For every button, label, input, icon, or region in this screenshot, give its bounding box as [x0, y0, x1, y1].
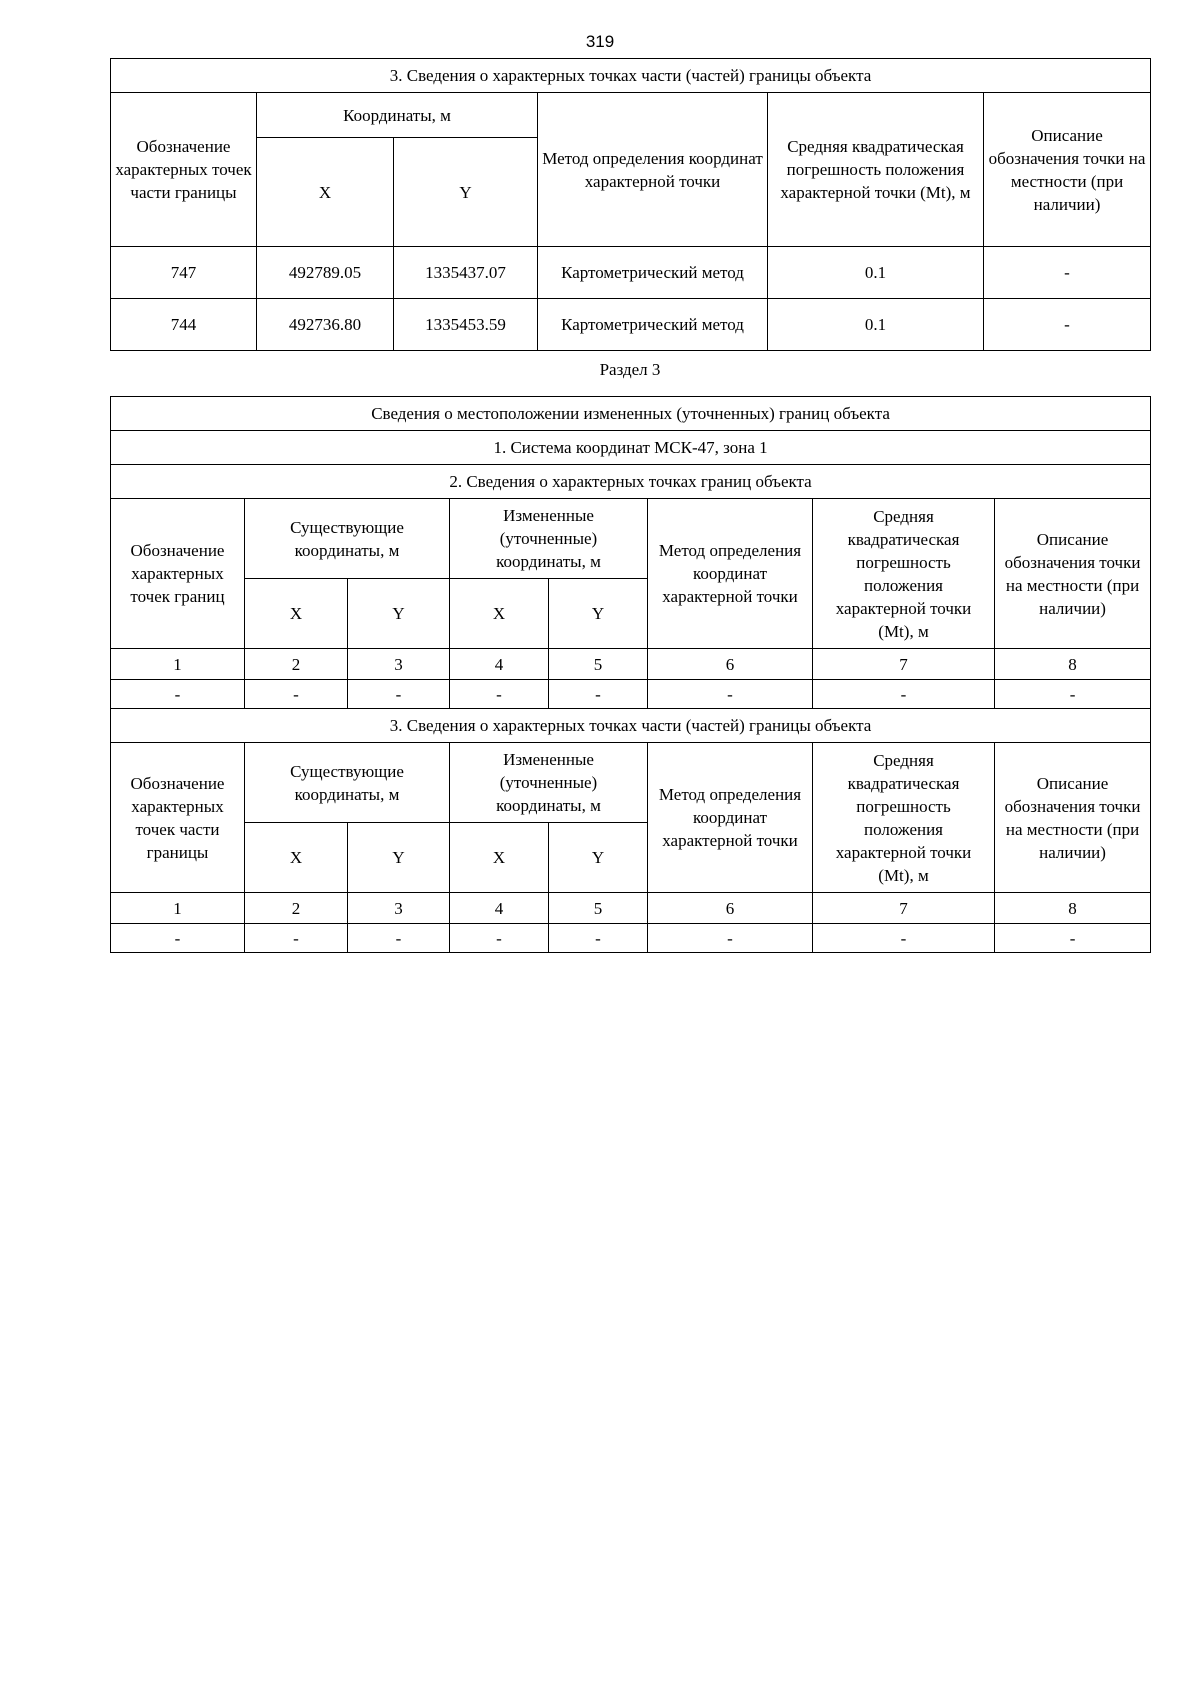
cell-y: 1335453.59 — [394, 299, 538, 351]
column-number: 1 — [111, 893, 245, 924]
column-number: 6 — [648, 649, 813, 680]
empty-cell: - — [450, 924, 549, 953]
column-number: 6 — [648, 893, 813, 924]
table-row — [111, 247, 1151, 299]
header-method: Метод определения координат характерной точки — [648, 743, 813, 893]
table-title: Сведения о местоположении измененных (уточненных) границ объекта — [111, 397, 1151, 431]
column-number: 5 — [549, 893, 648, 924]
cell-point: 747 — [111, 247, 257, 299]
empty-cell: - — [245, 680, 348, 709]
column-number: 7 — [813, 649, 995, 680]
header-x: X — [245, 579, 348, 649]
page-number: 319 — [585, 32, 615, 51]
empty-cell: - — [648, 680, 813, 709]
header-error: Средняя квадратическая погрешность положения характерной точки (Mt), м — [813, 499, 995, 649]
header-designation: Обозначение характерных точек части границы — [111, 743, 245, 893]
table-title: 3. Сведения о характерных точках части (частей) границы объекта — [111, 59, 1151, 93]
empty-cell: - — [111, 680, 245, 709]
header-x: X — [450, 579, 549, 649]
empty-cell: - — [549, 924, 648, 953]
cell-description: - — [984, 299, 1151, 351]
table-row — [111, 680, 1151, 709]
column-number: 4 — [450, 893, 549, 924]
cell-method: Картометрический метод — [538, 247, 768, 299]
coordinate-system: 1. Система координат МСК-47, зона 1 — [111, 431, 1151, 465]
table-changed-boundaries — [110, 396, 1151, 953]
header-y: Y — [348, 823, 450, 893]
header-designation: Обозначение характерных точек границ — [111, 499, 245, 649]
header-x: X — [257, 138, 394, 247]
empty-cell: - — [245, 924, 348, 953]
header-y: Y — [394, 138, 538, 247]
column-number: 8 — [995, 649, 1151, 680]
cell-x: 492789.05 — [257, 247, 394, 299]
empty-cell: - — [348, 924, 450, 953]
empty-cell: - — [648, 924, 813, 953]
cell-error: 0.1 — [768, 247, 984, 299]
column-number: 5 — [549, 649, 648, 680]
column-number: 4 — [450, 649, 549, 680]
cell-description: - — [984, 247, 1151, 299]
header-y: Y — [348, 579, 450, 649]
subsection-title: 3. Сведения о характерных точках части (частей) границы объекта — [111, 709, 1151, 743]
cell-x: 492736.80 — [257, 299, 394, 351]
table-part-boundary-points — [110, 58, 1151, 351]
header-error: Средняя квадратическая погрешность положения характерной точки (Mt), м — [768, 93, 984, 247]
empty-cell: - — [111, 924, 245, 953]
header-designation: Обозначение характерных точек части границы — [111, 93, 257, 247]
empty-cell: - — [348, 680, 450, 709]
cell-method: Картометрический метод — [538, 299, 768, 351]
cell-point: 744 — [111, 299, 257, 351]
column-number: 8 — [995, 893, 1151, 924]
header-method: Метод определения координат характерной точки — [538, 93, 768, 247]
header-x: X — [245, 823, 348, 893]
header-x: X — [450, 823, 549, 893]
column-number: 3 — [348, 893, 450, 924]
header-description: Описание обозначения точки на местности (при наличии) — [995, 499, 1151, 649]
header-coordinates: Координаты, м — [257, 93, 538, 138]
column-numbers-row — [111, 893, 1151, 924]
header-description: Описание обозначения точки на местности (при наличии) — [984, 93, 1151, 247]
header-error: Средняя квадратическая погрешность положения характерной точки (Mt), м — [813, 743, 995, 893]
column-number: 7 — [813, 893, 995, 924]
header-existing-coordinates: Существующие координаты, м — [245, 743, 450, 823]
cell-error: 0.1 — [768, 299, 984, 351]
empty-cell: - — [995, 924, 1151, 953]
empty-cell: - — [995, 680, 1151, 709]
column-number: 2 — [245, 893, 348, 924]
header-y: Y — [549, 823, 648, 893]
header-y: Y — [549, 579, 648, 649]
section-label: Раздел 3 — [599, 360, 661, 379]
header-changed-coordinates: Измененные (уточненные) координаты, м — [450, 743, 648, 823]
header-existing-coordinates: Существующие координаты, м — [245, 499, 450, 579]
empty-cell: - — [813, 680, 995, 709]
empty-cell: - — [813, 924, 995, 953]
table-row — [111, 924, 1151, 953]
header-description: Описание обозначения точки на местности (при наличии) — [995, 743, 1151, 893]
header-changed-coordinates: Измененные (уточненные) координаты, м — [450, 499, 648, 579]
column-number: 2 — [245, 649, 348, 680]
header-method: Метод определения координат характерной точки — [648, 499, 813, 649]
subsection-title: 2. Сведения о характерных точках границ объекта — [111, 465, 1151, 499]
cell-y: 1335437.07 — [394, 247, 538, 299]
empty-cell: - — [450, 680, 549, 709]
column-number: 3 — [348, 649, 450, 680]
column-numbers-row — [111, 649, 1151, 680]
empty-cell: - — [549, 680, 648, 709]
column-number: 1 — [111, 649, 245, 680]
table-row — [111, 299, 1151, 351]
